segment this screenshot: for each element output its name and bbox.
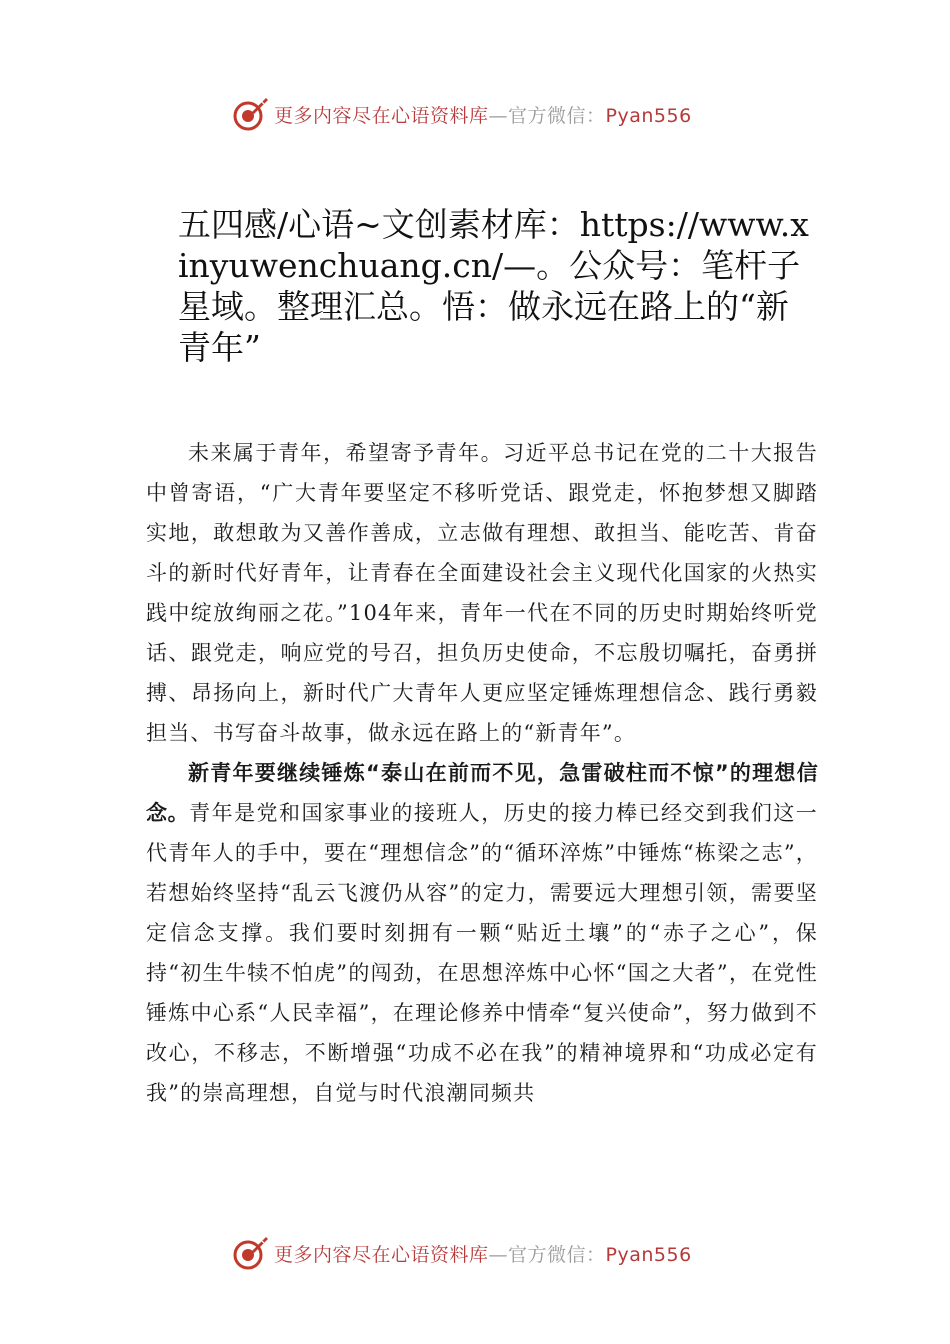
header-banner: [230, 94, 750, 134]
banner-brand: 更多内容尽在心语资料库: [274, 104, 489, 127]
document-title: 五四感/心语~文创素材库：https://www.xinyuwenchuang.cn/—。公众号：笔杆子星域。整理汇总。悟：做永远在路上的“新青年”: [178, 205, 809, 367]
banner-text: [274, 1240, 692, 1267]
banner-wechat-id: Pyan556: [605, 1243, 692, 1266]
banner-sub: 官方微信：: [508, 1243, 606, 1266]
paragraph-2-rest: 青年是党和国家事业的接班人，历史的接力棒已经交到我们这一代青年人的手中，要在“理想信念”的“循环淬炼”中锤炼“栋梁之志”，若想始终坚持“乱云飞渡仍从容”的定力，需要远大理想引领，需要坚定信念支撑。我们要时刻拥有一颗“贴近土壤”的“赤子之心”，保持“初生牛犊不怕虎”的闯劲，在思想淬炼中心怀“国之大者”，在党性锤炼中心系“人民幸福”，在理论修养中情牵“复兴使命”，努力做到不改心，不移志，不断增强“功成不必在我”的精神境界和“功成必定有我”的崇高理想，自觉与时代浪潮同频共: [146, 801, 818, 1105]
pen-nib-seal-icon: [230, 94, 270, 134]
document-body: [146, 433, 818, 1113]
banner-wechat-id: Pyan556: [605, 104, 692, 127]
banner-brand: 更多内容尽在心语资料库: [274, 1243, 489, 1266]
banner-text: [274, 101, 692, 128]
paragraph-1: 未来属于青年，希望寄予青年。习近平总书记在党的二十大报告中曾寄语，“广大青年要坚定不移听党话、跟党走，怀抱梦想又脚踏实地，敢想敢为又善作善成，立志做有理想、敢担当、能吃苦、肯奋斗的新时代好青年，让青春在全面建设社会主义现代化国家的火热实践中绽放绚丽之花。”104年来，青年一代在不同的历史时期始终听党话、跟党走，响应党的号召，担负历史使命，不忘殷切嘱托，奋勇拼搏、昂扬向上，新时代广大青年人更应坚定锤炼理想信念、践行勇毅担当、书写奋斗故事，做永远在路上的“新青年”。: [146, 441, 818, 745]
footer-banner: [230, 1233, 750, 1273]
banner-dash: —: [488, 1243, 509, 1266]
paragraph-2: [146, 753, 818, 1113]
pen-nib-seal-icon: [230, 1233, 270, 1273]
banner-dash: —: [488, 104, 509, 127]
paragraph-2-lead: 新青年要继续锤炼“泰山在前而不见，急雷破柱而不惊”的理想信念。: [146, 761, 818, 825]
banner-sub: 官方微信：: [508, 104, 606, 127]
